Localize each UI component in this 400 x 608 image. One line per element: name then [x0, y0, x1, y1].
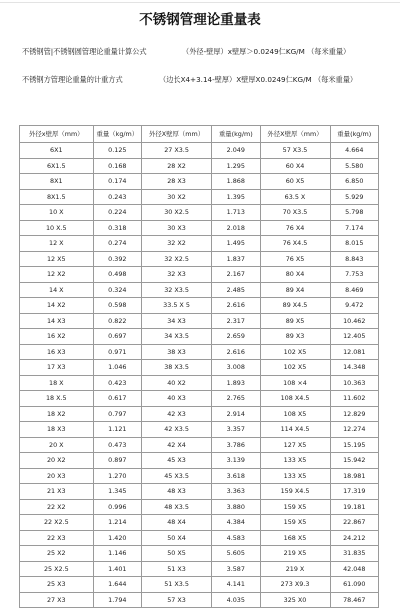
table-row — [20, 499, 379, 515]
size-cell: 60 X5 — [260, 174, 330, 190]
table-header-row — [20, 126, 379, 143]
header-cell: 重量（kg/m） — [93, 126, 141, 143]
size-cell: 30 X3 — [142, 220, 212, 236]
weight-cell: 5.605 — [212, 546, 260, 562]
header-cell: 重量(kg/m) — [330, 126, 379, 143]
size-cell: 57 X3 — [142, 592, 212, 608]
weight-cell: 1.644 — [93, 577, 141, 593]
size-cell: 34 X3.5 — [142, 329, 212, 345]
size-cell: 17 X3 — [20, 360, 94, 376]
size-cell: 14 X — [20, 282, 94, 298]
weight-cell: 17.319 — [330, 484, 379, 500]
weight-cell: 1.713 — [212, 205, 260, 221]
size-cell: 12 X — [20, 236, 94, 252]
weight-cell: 1.345 — [93, 484, 141, 500]
round-pipe-formula — [22, 47, 351, 57]
weight-cell: 0.996 — [93, 499, 141, 515]
size-cell: 16 X3 — [20, 344, 94, 360]
table-row — [20, 158, 379, 174]
weight-cell: 7.174 — [330, 220, 379, 236]
size-cell: 34 X3 — [142, 313, 212, 329]
square-pipe-formula — [22, 75, 358, 85]
table-row — [20, 298, 379, 314]
weight-cell: 1.794 — [93, 592, 141, 608]
weight-cell: 0.473 — [93, 437, 141, 453]
size-cell: 89 X5 — [260, 313, 330, 329]
weight-cell: 0.897 — [93, 453, 141, 469]
weight-cell: 0.174 — [93, 174, 141, 190]
weight-cell: 4.035 — [212, 592, 260, 608]
size-cell: 32 X3.5 — [142, 282, 212, 298]
table-row — [20, 546, 379, 562]
weight-cell: 2.485 — [212, 282, 260, 298]
size-cell: 20 X2 — [20, 453, 94, 469]
weight-cell: 2.018 — [212, 220, 260, 236]
weight-cell: 1.270 — [93, 468, 141, 484]
weight-cell: 2.049 — [212, 143, 260, 159]
size-cell: 10 X.5 — [20, 220, 94, 236]
size-cell: 127 X5 — [260, 437, 330, 453]
weight-cell: 31.835 — [330, 546, 379, 562]
size-cell: 18 X2 — [20, 406, 94, 422]
weight-cell: 8.469 — [330, 282, 379, 298]
table-row — [20, 484, 379, 500]
size-cell: 16 X2 — [20, 329, 94, 345]
size-cell: 25 X3 — [20, 577, 94, 593]
size-cell: 48 X3 — [142, 484, 212, 500]
weight-cell: 5.798 — [330, 205, 379, 221]
weight-cell: 19.181 — [330, 499, 379, 515]
size-cell: 45 X3.5 — [142, 468, 212, 484]
weight-cell: 7.753 — [330, 267, 379, 283]
weight-table — [19, 125, 379, 608]
weight-cell: 1.868 — [212, 174, 260, 190]
weight-cell: 2.616 — [212, 298, 260, 314]
weight-cell: 3.357 — [212, 422, 260, 438]
size-cell: 12 X2 — [20, 267, 94, 283]
weight-cell: 22.867 — [330, 515, 379, 531]
header-cell: 外径x壁厚（mm） — [20, 126, 94, 143]
weight-cell: 0.498 — [93, 267, 141, 283]
weight-cell: 0.423 — [93, 375, 141, 391]
size-cell: 219 X5 — [260, 546, 330, 562]
weight-cell: 78.467 — [330, 592, 379, 608]
size-cell: 25 X2.5 — [20, 561, 94, 577]
weight-cell: 4.664 — [330, 143, 379, 159]
size-cell: 14 X2 — [20, 298, 94, 314]
weight-cell: 0.168 — [93, 158, 141, 174]
weight-cell: 0.822 — [93, 313, 141, 329]
size-cell: 114 X4.5 — [260, 422, 330, 438]
weight-cell: 3.363 — [212, 484, 260, 500]
size-cell: 18 X — [20, 375, 94, 391]
table-row — [20, 220, 379, 236]
size-cell: 22 X2.5 — [20, 515, 94, 531]
size-cell: 40 X2 — [142, 375, 212, 391]
size-cell: 28 X2 — [142, 158, 212, 174]
table-row — [20, 313, 379, 329]
size-cell: 18 X.5 — [20, 391, 94, 407]
size-cell: 63.5 X — [260, 189, 330, 205]
size-cell: 273 X9.3 — [260, 577, 330, 593]
weight-cell: 0.243 — [93, 189, 141, 205]
size-cell: 33.5 X 5 — [142, 298, 212, 314]
table-row — [20, 437, 379, 453]
weight-cell: 0.318 — [93, 220, 141, 236]
size-cell: 42 X4 — [142, 437, 212, 453]
size-cell: 30 X2 — [142, 189, 212, 205]
table-row — [20, 205, 379, 221]
size-cell: 6X1.5 — [20, 158, 94, 174]
size-cell: 21 X3 — [20, 484, 94, 500]
size-cell: 32 X2.5 — [142, 251, 212, 267]
weight-cell: 3.786 — [212, 437, 260, 453]
size-cell: 57 X3.5 — [260, 143, 330, 159]
size-cell: 76 X4.5 — [260, 236, 330, 252]
size-cell: 22 X3 — [20, 530, 94, 546]
size-cell: 89 X4.5 — [260, 298, 330, 314]
weight-cell: 8.015 — [330, 236, 379, 252]
weight-cell: 4.384 — [212, 515, 260, 531]
size-cell: 18 X3 — [20, 422, 94, 438]
size-cell: 76 X5 — [260, 251, 330, 267]
size-cell: 325 X0 — [260, 592, 330, 608]
size-cell: 60 X4 — [260, 158, 330, 174]
weight-cell: 14.348 — [330, 360, 379, 376]
weight-cell: 10.363 — [330, 375, 379, 391]
formula-label: 不锈钢方管理论重量的计重方式 — [22, 75, 123, 84]
table-row — [20, 267, 379, 283]
table-row — [20, 375, 379, 391]
size-cell: 14 X3 — [20, 313, 94, 329]
size-cell: 8X1 — [20, 174, 94, 190]
table-row — [20, 468, 379, 484]
table-row — [20, 561, 379, 577]
weight-cell: 5.580 — [330, 158, 379, 174]
weight-cell: 1.395 — [212, 189, 260, 205]
size-cell: 159 X5 — [260, 499, 330, 515]
weight-cell: 1.495 — [212, 236, 260, 252]
size-cell: 45 X3 — [142, 453, 212, 469]
size-cell: 22 X2 — [20, 499, 94, 515]
weight-cell: 12.274 — [330, 422, 379, 438]
table-row — [20, 143, 379, 159]
size-cell: 102 X5 — [260, 344, 330, 360]
size-cell: 20 X3 — [20, 468, 94, 484]
size-cell: 159 X4.5 — [260, 484, 330, 500]
size-cell: 50 X5 — [142, 546, 212, 562]
weight-cell: 8.843 — [330, 251, 379, 267]
size-cell: 12 X5 — [20, 251, 94, 267]
weight-cell: 10.462 — [330, 313, 379, 329]
table-row — [20, 329, 379, 345]
size-cell: 219 X — [260, 561, 330, 577]
page-title: 不锈钢管理论重量表 — [139, 12, 261, 28]
size-cell: 51 X3.5 — [142, 577, 212, 593]
weight-cell: 1.420 — [93, 530, 141, 546]
table-row — [20, 515, 379, 531]
table-row — [20, 592, 379, 608]
table-row — [20, 360, 379, 376]
weight-cell: 0.617 — [93, 391, 141, 407]
size-cell: 70 X3.5 — [260, 205, 330, 221]
size-cell: 32 X3 — [142, 267, 212, 283]
table-row — [20, 282, 379, 298]
size-cell: 40 X3 — [142, 391, 212, 407]
size-cell: 27 X3 — [20, 592, 94, 608]
header-cell: 重量(kg/m) — [212, 126, 260, 143]
size-cell: 89 X4 — [260, 282, 330, 298]
weight-cell: 1.893 — [212, 375, 260, 391]
weight-cell: 0.324 — [93, 282, 141, 298]
size-cell: 133 X5 — [260, 468, 330, 484]
size-cell: 168 X5 — [260, 530, 330, 546]
size-cell: 38 X3 — [142, 344, 212, 360]
size-cell: 25 X2 — [20, 546, 94, 562]
table-row — [20, 577, 379, 593]
table-row — [20, 530, 379, 546]
size-cell: 108 X4.5 — [260, 391, 330, 407]
size-cell: 108 X5 — [260, 406, 330, 422]
size-cell: 20 X — [20, 437, 94, 453]
weight-cell: 2.659 — [212, 329, 260, 345]
size-cell: 27 X3.5 — [142, 143, 212, 159]
size-cell: 48 X4 — [142, 515, 212, 531]
weight-cell: 3.587 — [212, 561, 260, 577]
weight-cell: 9.472 — [330, 298, 379, 314]
table-row — [20, 391, 379, 407]
weight-cell: 2.765 — [212, 391, 260, 407]
table-row — [20, 422, 379, 438]
weight-cell: 0.697 — [93, 329, 141, 345]
weight-cell: 3.008 — [212, 360, 260, 376]
weight-cell: 3.618 — [212, 468, 260, 484]
weight-cell: 24.212 — [330, 530, 379, 546]
formula-expression: （边长X4+3.14-壁厚）X壁厚X0.0249仁KG/M （每米重量） — [159, 75, 358, 84]
size-cell: 38 X3.5 — [142, 360, 212, 376]
size-cell: 76 X4 — [260, 220, 330, 236]
weight-cell: 15.195 — [330, 437, 379, 453]
weight-cell: 6.850 — [330, 174, 379, 190]
weight-cell: 12.829 — [330, 406, 379, 422]
weight-cell: 2.317 — [212, 313, 260, 329]
size-cell: 8X1.5 — [20, 189, 94, 205]
size-cell: 30 X2.5 — [142, 205, 212, 221]
top-divider — [0, 2, 400, 3]
weight-cell: 0.392 — [93, 251, 141, 267]
table-row — [20, 251, 379, 267]
table-row — [20, 174, 379, 190]
header-cell: 外径X壁厚（mm） — [260, 126, 330, 143]
size-cell: 159 X5 — [260, 515, 330, 531]
size-cell: 133 X5 — [260, 453, 330, 469]
weight-cell: 2.914 — [212, 406, 260, 422]
formula-label: 不锈钢管|不锈钢圆管理论重量计算公式 — [22, 47, 147, 56]
table-row — [20, 344, 379, 360]
size-cell: 32 X2 — [142, 236, 212, 252]
size-cell: 28 X3 — [142, 174, 212, 190]
size-cell: 48 X3.5 — [142, 499, 212, 515]
size-cell: 10 X — [20, 205, 94, 221]
size-cell: 80 X4 — [260, 267, 330, 283]
weight-cell: 11.602 — [330, 391, 379, 407]
weight-cell: 3.880 — [212, 499, 260, 515]
weight-cell: 61.090 — [330, 577, 379, 593]
size-cell: 6X1 — [20, 143, 94, 159]
table-row — [20, 189, 379, 205]
size-cell: 51 X3 — [142, 561, 212, 577]
weight-cell: 0.224 — [93, 205, 141, 221]
table-row — [20, 453, 379, 469]
weight-cell: 1.046 — [93, 360, 141, 376]
weight-cell: 0.125 — [93, 143, 141, 159]
size-cell: 50 X4 — [142, 530, 212, 546]
weight-cell: 1.295 — [212, 158, 260, 174]
table-row — [20, 406, 379, 422]
weight-cell: 2.167 — [212, 267, 260, 283]
weight-cell: 0.971 — [93, 344, 141, 360]
size-cell: 108 ×4 — [260, 375, 330, 391]
size-cell: 102 X5 — [260, 360, 330, 376]
weight-cell: 1.837 — [212, 251, 260, 267]
weight-cell: 12.405 — [330, 329, 379, 345]
weight-cell: 18.981 — [330, 468, 379, 484]
size-cell: 89 X3 — [260, 329, 330, 345]
header-cell: 外径X壁厚（mm） — [142, 126, 212, 143]
size-cell: 42 X3 — [142, 406, 212, 422]
weight-cell: 1.146 — [93, 546, 141, 562]
size-cell: 42 X3.5 — [142, 422, 212, 438]
weight-cell: 1.401 — [93, 561, 141, 577]
formula-expression: （外径-壁厚）x壁厚＞0.0249仁KG/M （每米重量） — [182, 47, 351, 56]
weight-cell: 42.048 — [330, 561, 379, 577]
weight-cell: 1.121 — [93, 422, 141, 438]
weight-cell: 15.942 — [330, 453, 379, 469]
weight-cell: 4.583 — [212, 530, 260, 546]
weight-cell: 2.616 — [212, 344, 260, 360]
weight-cell: 0.598 — [93, 298, 141, 314]
table-row — [20, 236, 379, 252]
weight-cell: 0.797 — [93, 406, 141, 422]
table-body — [20, 143, 379, 608]
weight-cell: 12.081 — [330, 344, 379, 360]
weight-cell: 0.274 — [93, 236, 141, 252]
weight-cell: 5.929 — [330, 189, 379, 205]
weight-cell: 4.141 — [212, 577, 260, 593]
weight-cell: 1.214 — [93, 515, 141, 531]
weight-cell: 3.139 — [212, 453, 260, 469]
